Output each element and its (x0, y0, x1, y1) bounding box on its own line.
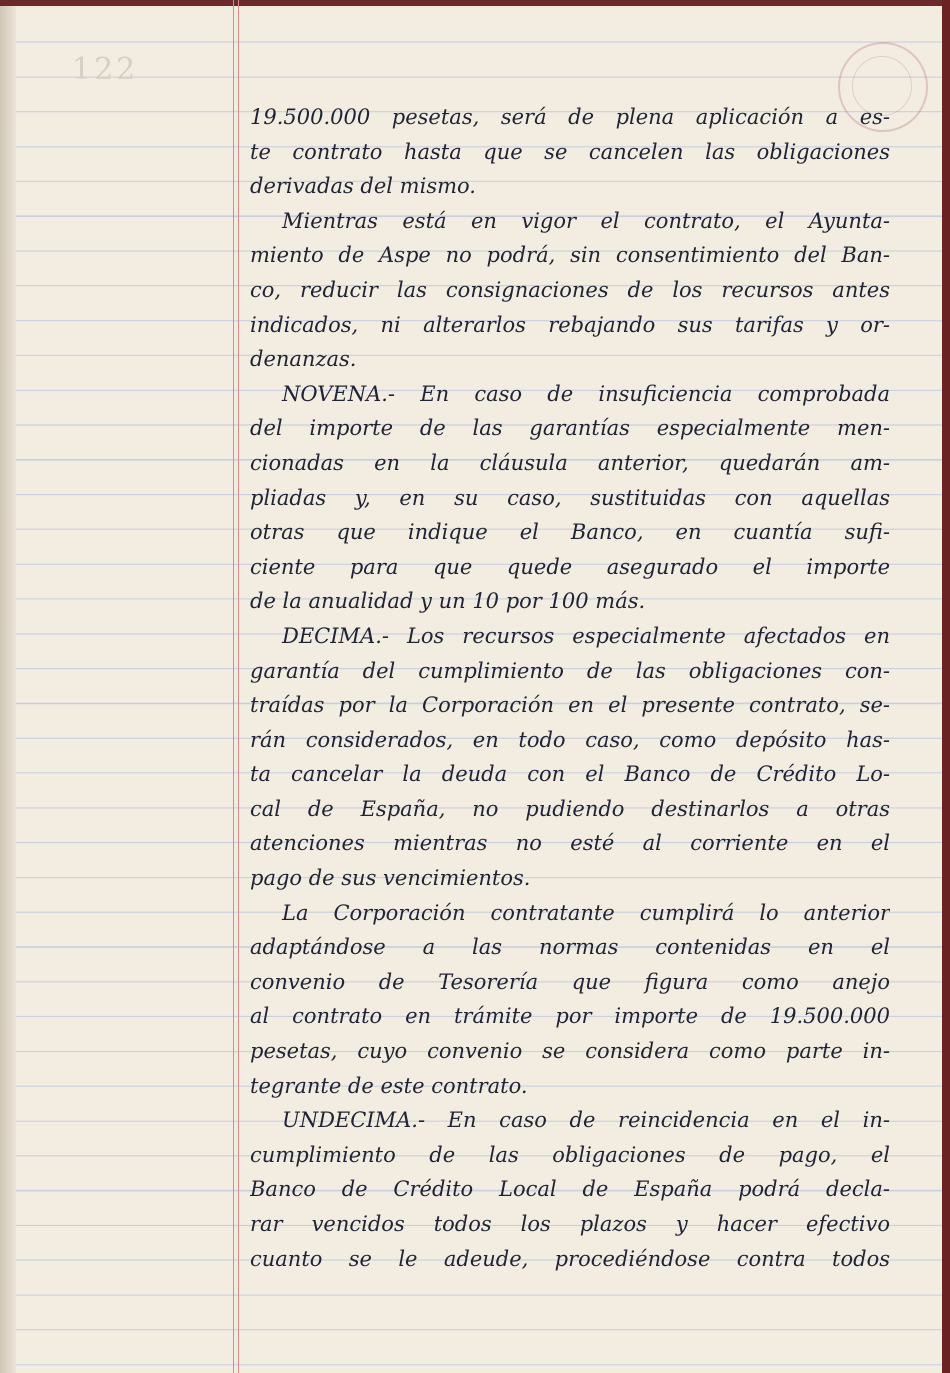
text-line: cuanto se le adeude, procediéndose contra todos (250, 1246, 890, 1271)
text-line: Mientras está en vigor el contrato, el Ayunta- (282, 208, 890, 233)
text-line: pesetas, cuyo convenio se considera como parte in- (250, 1039, 890, 1064)
handwritten-text (250, 100, 890, 1276)
text-line: ciente para que quede asegurado el importe (250, 554, 890, 579)
text-line: denanzas. (250, 347, 357, 372)
text-line: tegrante de este contrato. (250, 1073, 528, 1098)
text-line: cionadas en la cláusula anterior, quedarán am- (250, 450, 890, 475)
text-line: del importe de las garantías especialmente men- (250, 416, 890, 441)
text-line: traídas por la Corporación en el presente contrato, se- (250, 693, 890, 718)
text-line: atenciones mientras no esté al corriente en el (250, 831, 890, 856)
margin-line (238, 0, 239, 1373)
top-edge (0, 0, 950, 6)
page-binding (0, 0, 16, 1373)
text-line: UNDECIMA.- En caso de reincidencia en el in- (282, 1108, 890, 1133)
text-line: La Corporación contratante cumplirá lo anterior (282, 900, 890, 925)
text-line: adaptándose a las normas contenidas en el (250, 935, 890, 960)
page-number: 122 (72, 52, 139, 87)
text-line: Banco de Crédito Local de España podrá decla- (250, 1177, 890, 1202)
text-line: 19.500.000 pesetas, será de plena aplicación a es- (250, 105, 890, 129)
margin-line (233, 0, 234, 1373)
text-line: pliadas y, en su caso, sustituidas con aquellas (250, 485, 890, 510)
text-line: convenio de Tesorería que figura como anejo (250, 969, 890, 994)
right-edge (942, 0, 950, 1373)
text-line: pago de sus vencimientos. (250, 866, 531, 891)
text-line: derivadas del mismo. (250, 174, 476, 199)
text-line: al contrato en trámite por importe de 19.500.000 (250, 1004, 890, 1029)
text-line: otras que indique el Banco, en cuantía sufi- (250, 520, 890, 545)
text-line: rán considerados, en todo caso, como depósito has- (250, 727, 890, 752)
text-line: cumplimiento de las obligaciones de pago, el (250, 1142, 890, 1167)
text-line: rar vencidos todos los plazos y hacer efectivo (250, 1212, 890, 1236)
text-line: garantía del cumplimiento de las obligaciones con- (250, 658, 890, 683)
text-line: de la anualidad y un 10 por 100 más. (250, 589, 646, 614)
text-line: NOVENA.- En caso de insuficiencia comprobada (282, 381, 890, 406)
text-line: co, reducir las consignaciones de los recursos antes (250, 277, 890, 302)
text-line: te contrato hasta que se cancelen las obligaciones (250, 139, 890, 164)
text-line: cal de España, no pudiendo destinarlos a otras (250, 796, 890, 821)
text-line: ta cancelar la deuda con el Banco de Crédito Lo- (250, 762, 890, 787)
text-line: miento de Aspe no podrá, sin consentimiento del Ban- (250, 243, 890, 268)
text-line: DECIMA.- Los recursos especialmente afectados en (282, 623, 890, 648)
text-line: indicados, ni alterarlos rebajando sus tarifas y or- (250, 312, 890, 337)
